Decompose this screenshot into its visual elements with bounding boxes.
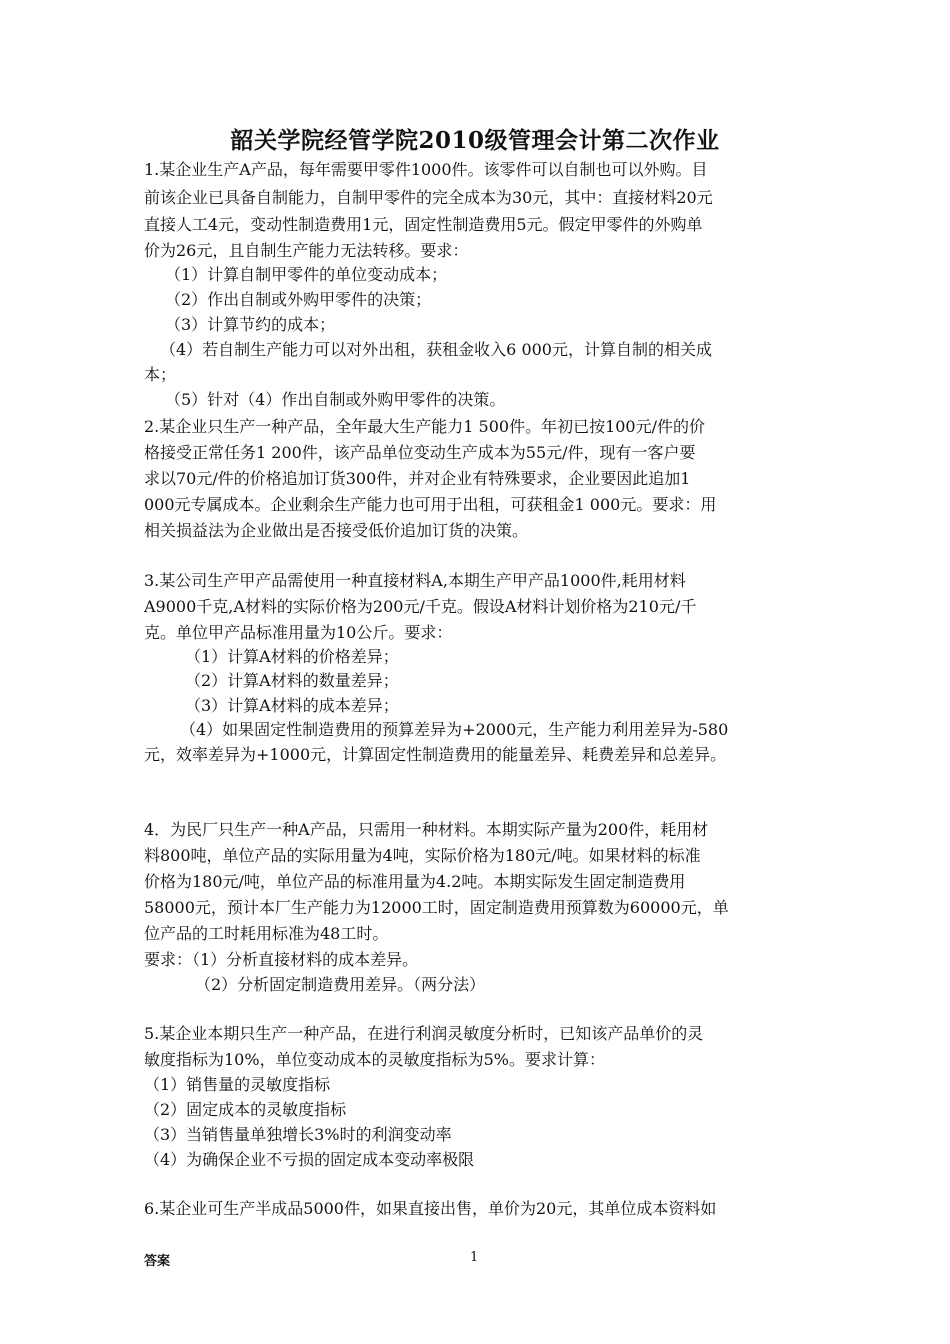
- text-line: 要求：（1）分析直接材料的成本差异。: [144, 950, 419, 969]
- text-line: （3）计算A材料的成本差异；: [185, 696, 399, 715]
- text-line: 前该企业已具备自制能力，自制甲零件的完全成本为30元，其中：直接材料20元: [144, 188, 713, 207]
- page-number: 1: [470, 1250, 479, 1265]
- text-line: （2）分析固定制造费用差异。（两分法）: [195, 975, 486, 994]
- text-line: （1）计算A材料的价格差异；: [185, 647, 399, 666]
- text-line: （3）当销售量单独增长3%时的利润变动率: [144, 1125, 452, 1144]
- text-line: 价格为180元/吨，单位产品的标准用量为4.2吨。本期实际发生固定制造费用: [144, 872, 686, 891]
- text-line: A9000千克,A材料的实际价格为200元/千克。假设A材料计划价格为210元/千: [144, 597, 697, 616]
- text-line: （3）计算节约的成本；: [165, 315, 336, 334]
- text-line: 位产品的工时耗用标准为48工时。: [144, 924, 389, 943]
- footer-label: 答案: [144, 1254, 171, 1269]
- text-line: 元，效率差异为+1000元，计算固定性制造费用的能量差异、耗费差异和总差异。: [144, 745, 727, 764]
- text-line: （1）计算自制甲零件的单位变动成本；: [165, 265, 448, 284]
- text-line: 敏度指标为10%，单位变动成本的灵敏度指标为5%。要求计算：: [144, 1050, 605, 1069]
- text-line: （2）作出自制或外购甲零件的决策；: [165, 290, 432, 309]
- text-line: 料800吨，单位产品的实际用量为4吨，实际价格为180元/吨。如果材料的标准: [144, 846, 701, 865]
- text-line: 1.某企业生产A产品，每年需要甲零件1000件。该零件可以自制也可以外购。目: [144, 160, 708, 179]
- text-line: 2.某企业只生产一种产品，全年最大生产能力1 500件。年初已按100元/件的价: [144, 417, 706, 436]
- text-line: 直接人工4元，变动性制造费用1元，固定性制造费用5元。假定甲零件的外购单: [144, 215, 703, 234]
- text-line: 克。单位甲产品标准用量为10公斤。要求：: [144, 623, 453, 642]
- text-line: 格接受正常任务1 200件，该产品单位变动生产成本为55元/件，现有一客户要: [144, 443, 696, 462]
- text-line: （2）固定成本的灵敏度指标: [144, 1100, 347, 1119]
- text-line: 000元专属成本。企业剩余生产能力也可用于出租，可获租金1 000元。要求：用: [144, 495, 717, 514]
- text-line: 58000元，预计本厂生产能力为12000工时，固定制造费用预算数为60000元，单: [144, 898, 729, 917]
- text-line: 3.某公司生产甲产品需使用一种直接材料A,本期生产甲产品1000件,耗用材料: [144, 571, 686, 590]
- text-line: 求以70元/件的价格追加订货300件，并对企业有特殊要求，企业要因此追加1: [144, 469, 691, 488]
- document-title: 韶关学院经管学院2010级管理会计第二次作业: [230, 127, 720, 154]
- text-line: 相关损益法为企业做出是否接受低价追加订货的决策。: [144, 521, 529, 540]
- text-line: 6.某企业可生产半成品5000件，如果直接出售，单价为20元，其单位成本资料如: [144, 1199, 717, 1218]
- text-line: （2）计算A材料的数量差异；: [185, 671, 399, 690]
- text-line: （1）销售量的灵敏度指标: [144, 1075, 331, 1094]
- text-line: 5.某企业本期只生产一种产品，在进行利润灵敏度分析时，已知该产品单价的灵: [144, 1024, 704, 1043]
- text-line: 4．为民厂只生产一种A产品，只需用一种材料。本期实际产量为200件，耗用材: [144, 820, 709, 839]
- text-line: （4）如果固定性制造费用的预算差异为+2000元，生产能力利用差异为-580: [180, 720, 729, 739]
- text-line: 价为26元，且自制生产能力无法转移。要求：: [144, 241, 469, 260]
- text-line: （5）针对（4）作出自制或外购甲零件的决策。: [165, 390, 506, 409]
- text-line: 本；: [144, 365, 177, 384]
- text-line: （4）为确保企业不亏损的固定成本变动率极限: [144, 1150, 475, 1169]
- text-line: （4）若自制生产能力可以对外出租，获租金收入6 000元，计算自制的相关成: [160, 340, 712, 359]
